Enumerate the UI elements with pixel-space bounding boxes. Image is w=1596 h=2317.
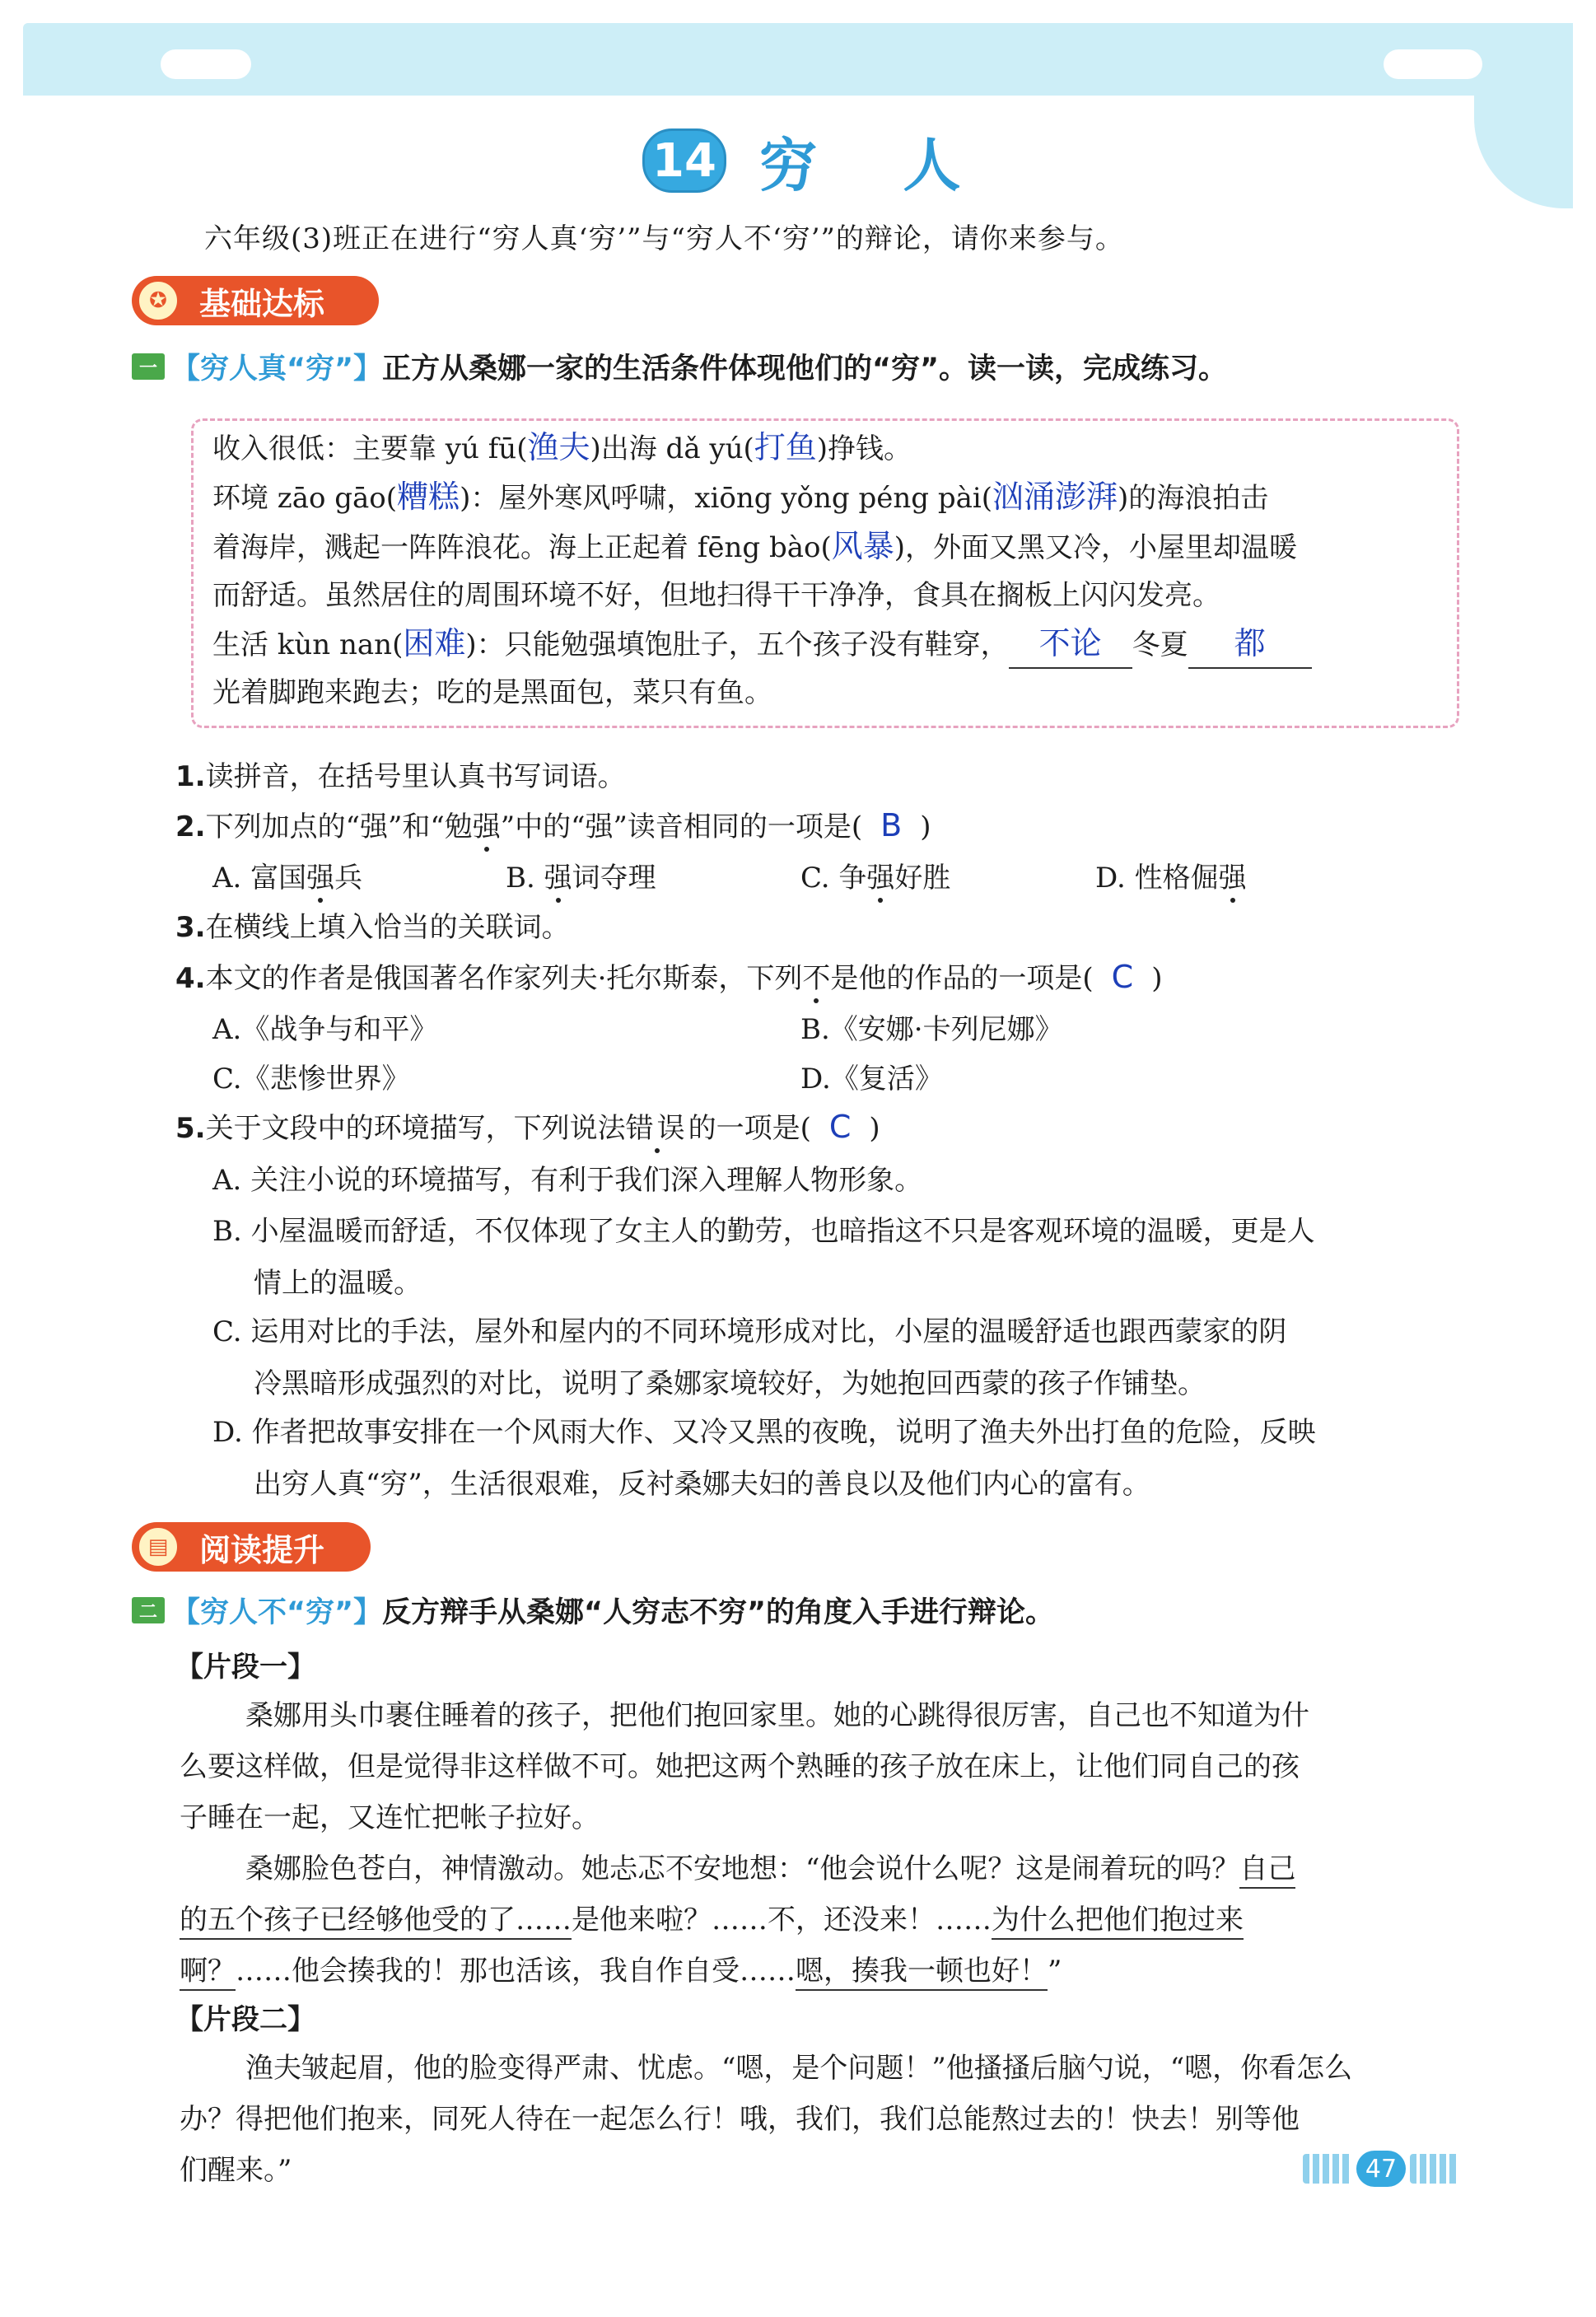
answer-dayu: 打鱼 (754, 429, 817, 465)
paragraph-line: 子睡在一起，又连忙把帐子拉好。 (180, 1801, 600, 1834)
lesson-title-text: 穷 人 (759, 131, 994, 199)
question-text: 关于文段中的环境描写，下列说法 (205, 1112, 626, 1145)
part-tag: 【穷人不“穷”】 (171, 1596, 383, 1629)
part-one-heading (132, 346, 1227, 387)
passage-line: 光着脚跑来跑去；吃的是黑面包，菜只有鱼。 (212, 676, 772, 709)
text-span: ” (1048, 1955, 1062, 1988)
fragment-1-label: 【片段一】 (175, 1651, 315, 1684)
part-tag: 【穷人真“穷”】 (171, 353, 383, 385)
lesson-number-badge: 14 (642, 128, 726, 193)
option-text: 情上的温暖。 (254, 1267, 422, 1300)
answer-q5[interactable]: C (828, 1109, 852, 1145)
question-text: 在横线上填入恰当的关联词。 (205, 911, 570, 944)
cloud-icon (1384, 49, 1482, 79)
answer-q2[interactable]: B (880, 807, 903, 843)
fragment-2-label: 【片段二】 (175, 2003, 315, 2036)
q5-option-d[interactable] (212, 1409, 1316, 1502)
option-text: A. 富国 (212, 862, 307, 895)
q5-option-a[interactable] (212, 1157, 922, 1198)
fragment-2-text (180, 2043, 1352, 2196)
question-4 (175, 955, 1162, 996)
option-text: A. 关注小说的环境描写，有利于我们深入理解人物形象。 (212, 1164, 923, 1197)
option-text: C. 争 (800, 862, 867, 895)
question-text: 读拼音，在括号里认真书写词语。 (205, 760, 626, 793)
option-text: 出穷人真“穷”，生活很艰难，反衬桑娜夫妇的善良以及他们内心的富有。 (254, 1468, 1150, 1501)
intro-text: 六年级(3)班正在进行“穷人真‘穷’”与“穷人不‘穷’”的辩论，请你来参与。 (204, 222, 1124, 255)
passage-fragment: )，外面又黑又冷，小屋里却温暖 (894, 531, 1298, 564)
option-text: 好胜 (894, 862, 951, 895)
header-band (23, 23, 1573, 96)
paragraph-line: 么要这样做，但是觉得非这样做不可。她把这两个熟睡的孩子放在床上，让他们同自己的孩 (180, 1750, 1300, 1783)
passage-line: 而舒适。虽然居住的周围环境不好，但地扫得干干净净，食具在搁板上闪闪发亮。 (212, 579, 1220, 612)
section-banner-basic (132, 276, 379, 325)
passage-fragment: )挣钱。 (816, 432, 912, 465)
question-text: 本文的作者是俄国著名作家列夫·托尔斯泰，下列 (205, 962, 803, 995)
option-text: B. (506, 862, 544, 895)
page-number-box (1303, 2151, 1459, 2187)
text-span: 桑娜脸色苍白，神情激动。她忐忑不安地想：“他会说什么呢？这是闹着玩的吗？ (245, 1852, 1240, 1885)
answer-zaogao: 糟糕 (397, 479, 460, 515)
q2-option-c[interactable] (800, 855, 950, 895)
option-text: B. 小屋温暖而舒适，不仅体现了女主人的勤劳，也暗指这不只是客观环境的温暖，更是人 (212, 1215, 1315, 1248)
question-3 (175, 904, 570, 945)
dotted-word: 错误 (625, 1112, 688, 1145)
passage-fragment: )：只能勉强填饱肚子，五个孩子没有鞋穿， (465, 628, 1009, 661)
question-text: ) (920, 810, 931, 843)
blank-conjunction-1[interactable]: 不论 (1009, 619, 1132, 669)
dotted-char: 强 (866, 862, 895, 895)
part-text: 正方从桑娜一家的生活条件体现他们的“穷”。读一读，完成练习。 (382, 353, 1228, 385)
question-text: 的一项是( (688, 1112, 811, 1145)
answer-xiongyong: 汹涌澎湃 (992, 479, 1118, 515)
q4-option-d[interactable]: D.《复活》 (800, 1063, 943, 1095)
passage-fragment: 着海岸，溅起一阵阵浪花。海上正起着 fēng bào( (212, 531, 832, 564)
dotted-char: 强 (472, 810, 501, 843)
page-number: 47 (1356, 2151, 1406, 2187)
underlined-text: 啊？ (180, 1955, 236, 1991)
passage-fragment: )出海 dǎ yú( (590, 432, 754, 465)
passage-fragment: )：屋外寒风呼啸，xiōng yǒng péng pài( (460, 482, 992, 515)
question-text: ”中的“强”读音相同的一项是( (500, 810, 863, 843)
question-text: 下列加点的“强”和“勉 (205, 810, 473, 843)
paragraph-line (180, 1894, 1309, 1946)
book-icon: ▤ (137, 1525, 180, 1568)
paragraph-line: 渔夫皱起眉，他的脸变得严肃、忧虑。“嗯，是个问题！”他搔搔后脑勺说，“嗯，你看怎么 (245, 2052, 1353, 2085)
passage-line (212, 423, 1312, 473)
underlined-text: 的五个孩子已经够他受的了…… (180, 1904, 572, 1940)
passage-fragment: 生活 kùn nan( (212, 628, 404, 661)
passage-text (212, 423, 1312, 717)
question-5 (175, 1105, 880, 1146)
medal-icon: ✪ (137, 279, 180, 322)
lesson-title (642, 124, 993, 198)
passage-fragment: )的海浪拍击 (1118, 482, 1269, 515)
underlined-text: 嗯，揍我一顿也好！ (796, 1955, 1048, 1991)
fragment-1-text (180, 1690, 1309, 1997)
option-text: D. 性格倔 (1095, 862, 1219, 895)
question-number: 3. (175, 911, 206, 944)
question-number: 2. (175, 810, 206, 843)
blank-conjunction-2[interactable]: 都 (1188, 619, 1312, 669)
header-band-corner (1474, 23, 1573, 208)
passage-fragment: 收入很低：主要靠 yú fū( (212, 432, 528, 465)
page-deco-right (1410, 2154, 1459, 2184)
q5-option-c[interactable] (212, 1309, 1286, 1401)
option-text: 兵 (334, 862, 363, 895)
text-span: 是他来啦？……不，还没来！…… (572, 1904, 992, 1936)
text-span: ……他会揍我的！那也活该，我自作自受…… (236, 1955, 796, 1988)
underlined-text: 为什么把他们抱过来 (992, 1904, 1244, 1940)
question-number: 1. (175, 760, 206, 793)
passage-fragment: 环境 zāo gāo( (212, 482, 398, 515)
question-number: 4. (175, 962, 206, 995)
answer-q4[interactable]: C (1111, 959, 1134, 995)
dotted-char: 强 (1218, 862, 1247, 895)
section-banner-reading (132, 1522, 371, 1572)
question-1 (175, 754, 626, 794)
question-text: 是他的作品的一项是( (830, 962, 1094, 995)
part-two-heading (132, 1590, 1054, 1631)
paragraph-line: 办？得把他们抱来，同死人待在一起怎么行！哦，我们，我们总能熬过去的！快去！别等他 (180, 2103, 1300, 2136)
part-number: 一 (132, 353, 165, 380)
paragraph-line (180, 1843, 1309, 1894)
question-text: ) (1151, 962, 1163, 995)
q2-option-b[interactable] (506, 855, 656, 895)
q4-option-c[interactable]: C.《悲惨世界》 (212, 1063, 410, 1095)
passage-line (212, 619, 1312, 669)
cloud-icon (161, 49, 251, 79)
option-text: 词夺理 (572, 862, 656, 895)
passage-line (212, 522, 1312, 572)
option-text: 冷黑暗形成强烈的对比，说明了桑娜家境较好，为她抱回西蒙的孩子作铺垫。 (254, 1367, 1206, 1400)
answer-yufu: 渔夫 (527, 429, 590, 465)
q4-option-a[interactable]: A.《战争与和平》 (212, 1013, 438, 1046)
paragraph-line: 桑娜用头巾裹住睡着的孩子，把他们抱回家里。她的心跳得很厉害，自己也不知道为什 (245, 1699, 1309, 1732)
answer-fengbao: 风暴 (831, 528, 894, 564)
passage-fragment: 冬夏 (1132, 628, 1188, 661)
dotted-char: 不 (802, 962, 831, 995)
dotted-char: 强 (306, 862, 335, 895)
option-text: C. 运用对比的手法，屋外和屋内的不同环境形成对比，小屋的温暖舒适也跟西蒙家的阴 (212, 1315, 1287, 1348)
question-number: 5. (175, 1112, 206, 1145)
q2-option-d[interactable] (1095, 855, 1247, 895)
paragraph-line: 们醒来。” (180, 2154, 292, 2187)
q5-option-b[interactable] (212, 1208, 1315, 1301)
q4-option-b[interactable]: B.《安娜·卡列尼娜》 (800, 1013, 1063, 1046)
dotted-char: 强 (544, 862, 572, 895)
q2-option-a[interactable] (212, 855, 362, 895)
answer-kunnan: 困难 (403, 625, 466, 661)
question-2 (175, 804, 931, 844)
paragraph-line (180, 1946, 1309, 1997)
underlined-text: 自己 (1239, 1852, 1295, 1889)
question-text: ) (869, 1112, 880, 1145)
passage-line (212, 473, 1312, 522)
part-text: 反方辩手从桑娜“人穷志不穷”的角度入手进行辩论。 (382, 1596, 1055, 1629)
section-banner-label: 阅读提升 (199, 1531, 325, 1568)
section-banner-label: 基础达标 (199, 285, 325, 322)
option-text: D. 作者把故事安排在一个风雨大作、又冷又黑的夜晚，说明了渔夫外出打鱼的危险，反映 (212, 1416, 1316, 1449)
part-number: 二 (132, 1597, 165, 1623)
page-deco-left (1303, 2154, 1352, 2184)
